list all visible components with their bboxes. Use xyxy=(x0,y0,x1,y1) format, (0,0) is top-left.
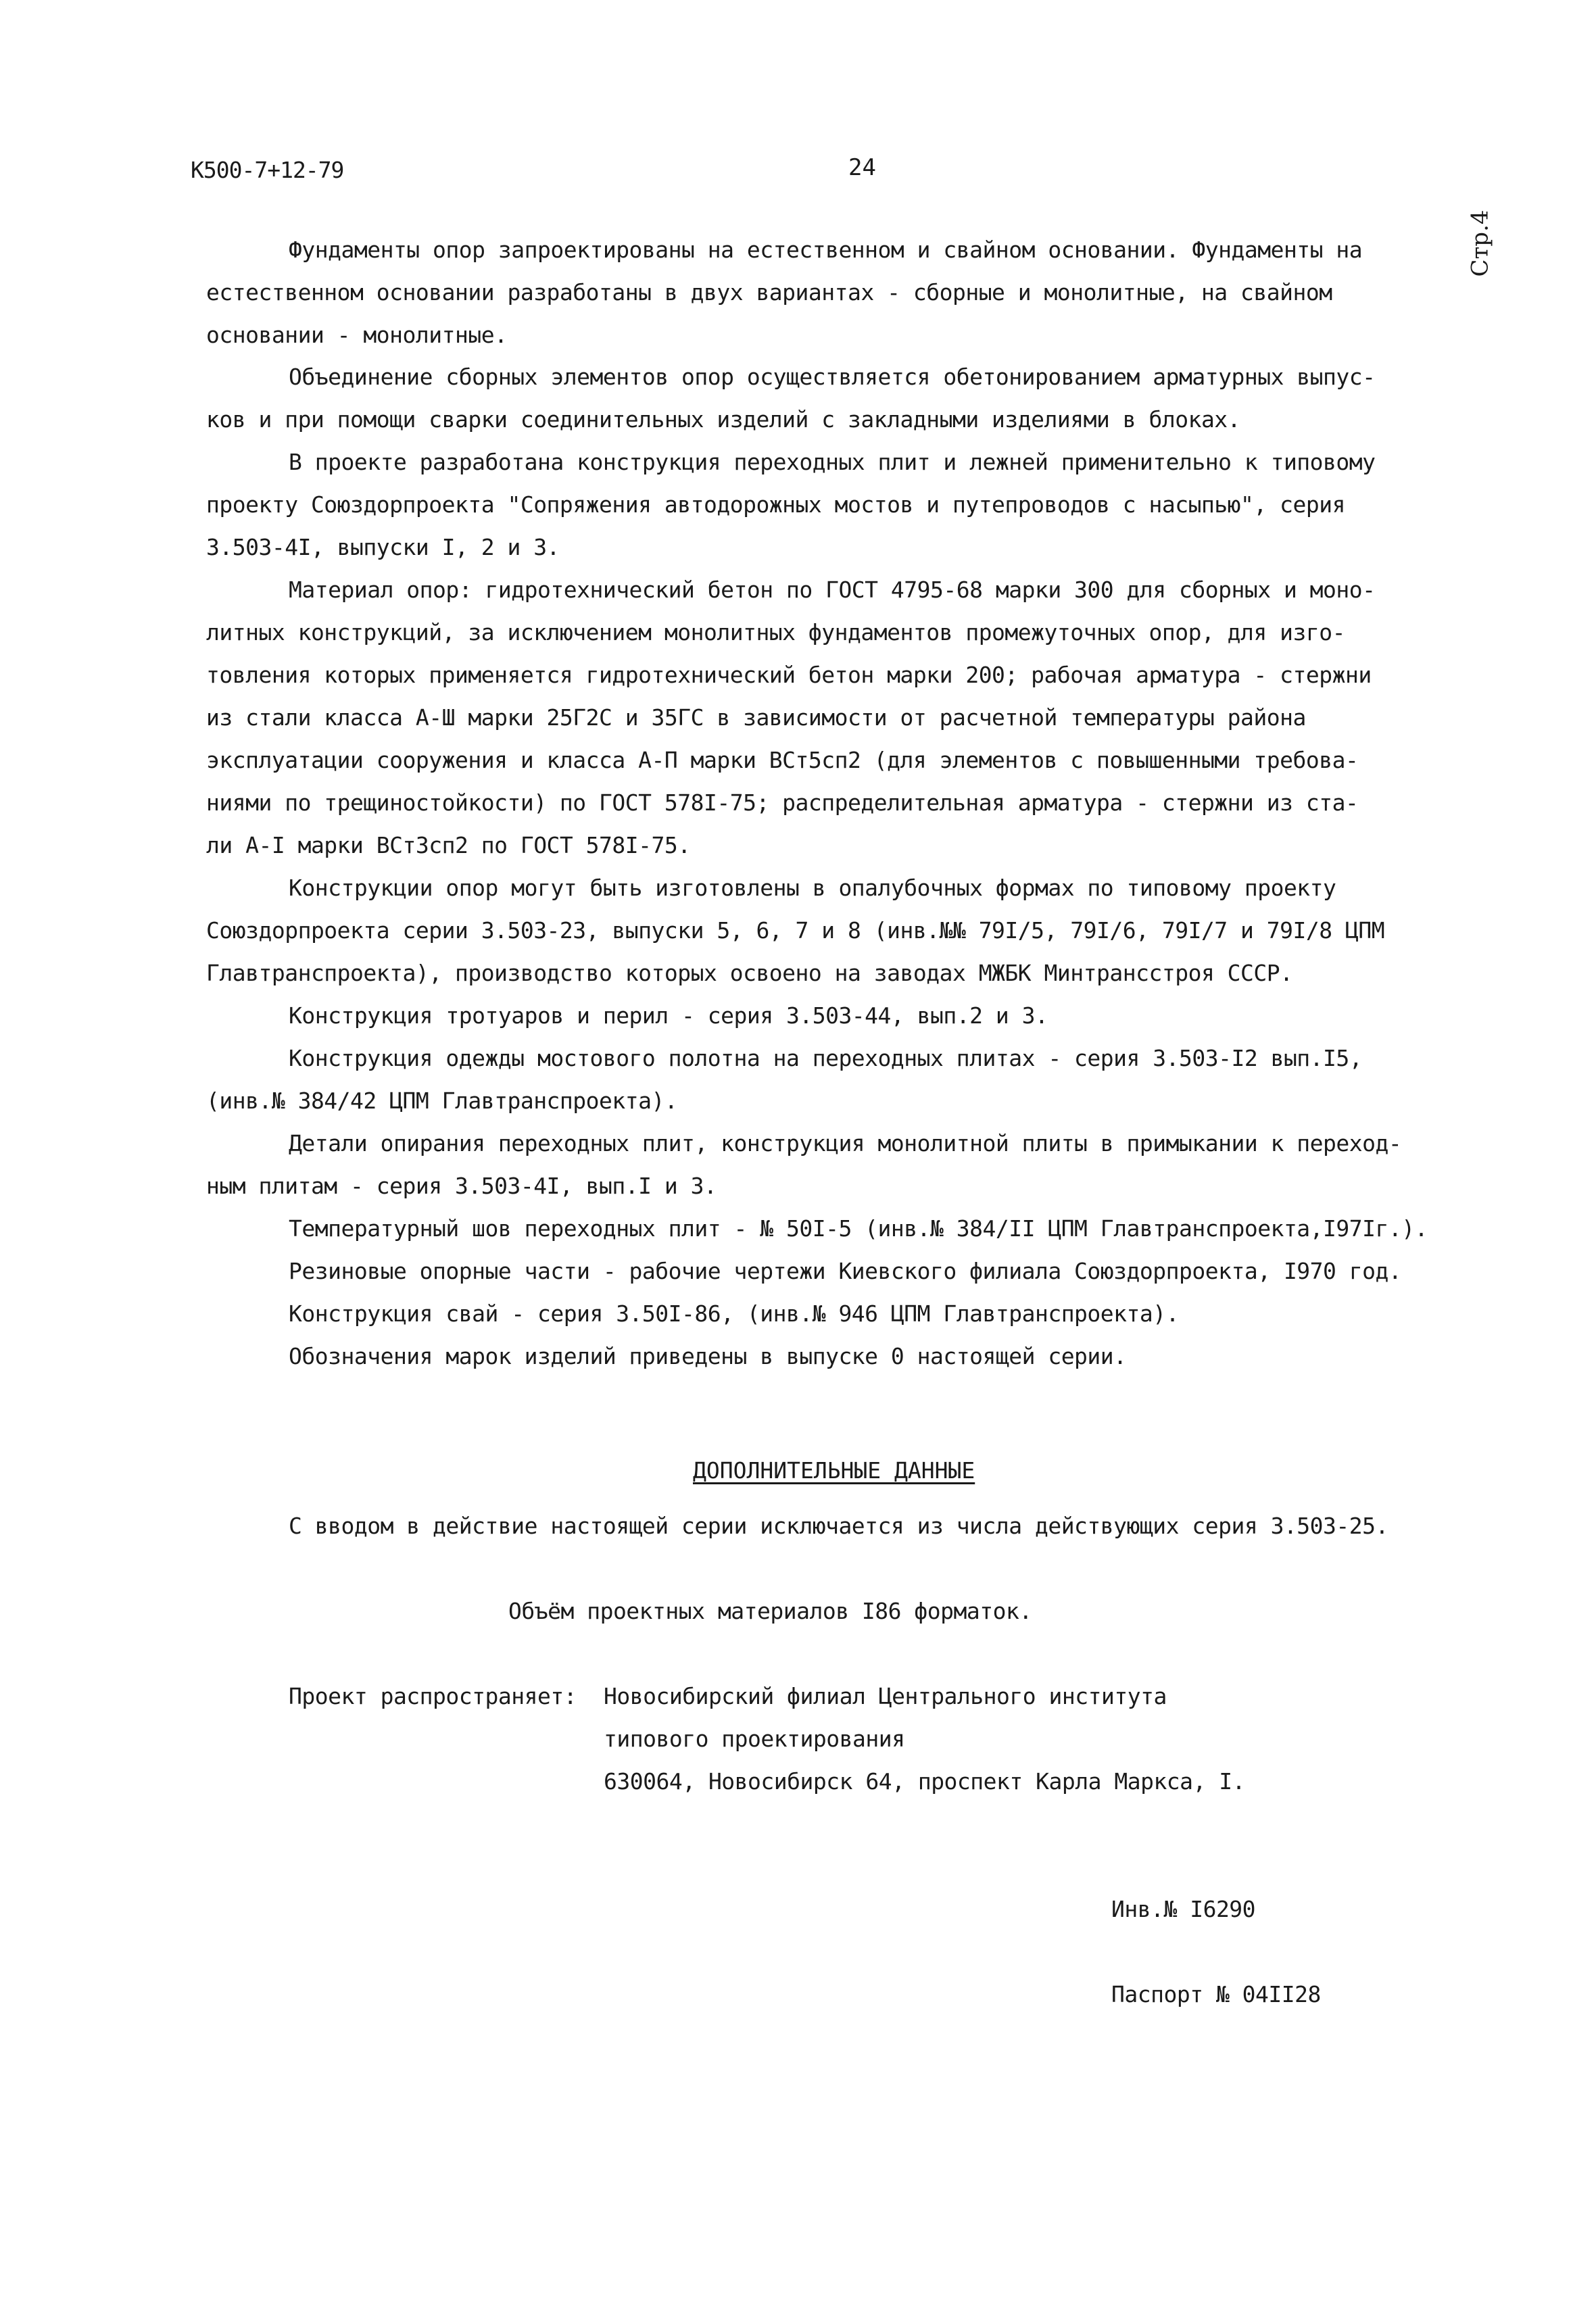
body-line: Материал опор: гидротехнический бетон по ГОСТ 4795-68 марки 300 для сборных и моно- xyxy=(289,577,1376,603)
passport-number: Паспорт № 04II28 xyxy=(1111,1981,1321,2007)
body-line: естественном основании разработаны в двух вариантах - сборные и монолитные, на свайном xyxy=(206,279,1332,306)
body-line: эксплуатации сооружения и класса А-П марки ВСт5сп2 (для элементов с повышенными требова- xyxy=(206,747,1359,773)
body-line: Детали опирания переходных плит, конструкция монолитной плиты в примыкании к переход- xyxy=(289,1130,1402,1156)
body-line: Конструкции опор могут быть изготовлены в опалубочных формах по типовому проекту xyxy=(289,875,1336,901)
body-line: ниями по трещиностойкости) по ГОСТ 578I-75; распределительная арматура - стержни из ста- xyxy=(206,789,1359,816)
distributor-line: типового проектирования xyxy=(604,1726,905,1752)
side-page-label: Стр.4 xyxy=(1466,210,1494,277)
body-line: ным плитам - серия 3.503-4I, вып.I и 3. xyxy=(206,1173,717,1199)
document-code: К500-7+12-79 xyxy=(191,157,344,183)
body-line: В проекте разработана конструкция переходных плит и лежней применительно к типовому xyxy=(289,449,1376,475)
body-line: ков и при помощи сварки соединительных изделий с закладными изделиями в блоках. xyxy=(206,406,1241,433)
body-line: Объединение сборных элементов опор осуществляется обетонированием арматурных выпус- xyxy=(289,364,1376,390)
body-line: Главтранспроекта), производство которых освоено на заводах МЖБК Минтрансстроя СССР. xyxy=(206,960,1293,986)
body-line: ли А-I марки ВСт3сп2 по ГОСТ 578I-75. xyxy=(206,832,691,858)
exclusion-note: С вводом в действие настоящей серии исключается из числа действующих серия 3.503-25. xyxy=(289,1513,1388,1539)
body-line: Обозначения марок изделий приведены в выпуске 0 настоящей серии. xyxy=(289,1343,1127,1369)
distributor-label: Проект распространяет: xyxy=(289,1683,577,1709)
body-line: Температурный шов переходных плит - № 50I-5 (инв.№ 384/II ЦПМ Главтранспроекта,I97Iг.). xyxy=(289,1215,1428,1242)
volume-note: Объём проектных материалов I86 форматок. xyxy=(508,1598,1032,1624)
additional-data-heading: ДОПОЛНИТЕЛЬНЫЕ ДАННЫЕ xyxy=(693,1457,975,1484)
body-line: основании - монолитные. xyxy=(206,322,508,348)
body-line: Резиновые опорные части - рабочие чертежи Киевского филиала Союздорпроекта, I970 год. xyxy=(289,1258,1402,1284)
body-line: (инв.№ 384/42 ЦПМ Главтранспроекта). xyxy=(206,1088,678,1114)
body-line: Конструкция тротуаров и перил - серия 3.503-44, вып.2 и 3. xyxy=(289,1002,1048,1029)
body-line: проекту Союздорпроекта "Сопряжения автодорожных мостов и путепроводов с насыпью", серия xyxy=(206,491,1345,518)
distributor-line: Новосибирский филиал Центрального института xyxy=(604,1683,1167,1709)
body-line: Союздорпроекта серии 3.503-23, выпуски 5, 6, 7 и 8 (инв.№№ 79I/5, 79I/6, 79I/7 и 79I/8 ЦПМ xyxy=(206,917,1385,944)
body-line: литных конструкций, за исключением монолитных фундаментов промежуточных опор, для изго- xyxy=(206,619,1345,645)
body-line: товления которых применяется гидротехнический бетон марки 200; рабочая арматура - стержни xyxy=(206,662,1372,688)
body-line: Фундаменты опор запроектированы на естественном и свайном основании. Фундаменты на xyxy=(289,237,1363,263)
inventory-number: Инв.№ I6290 xyxy=(1111,1896,1256,1922)
body-line: Конструкция свай - серия 3.50I-86, (инв.№ 946 ЦПМ Главтранспроекта). xyxy=(289,1300,1180,1327)
body-line: Конструкция одежды мостового полотна на переходных плитах - серия 3.503-I2 вып.I5, xyxy=(289,1045,1363,1071)
page-number: 24 xyxy=(848,154,876,181)
body-line: 3.503-4I, выпуски I, 2 и 3. xyxy=(206,534,560,560)
distributor-address: 630064, Новосибирск 64, проспект Карла Маркса, I. xyxy=(604,1768,1246,1795)
body-line: из стали класса А-Ш марки 25Г2С и 35ГС в зависимости от расчетной температуры района xyxy=(206,704,1306,731)
